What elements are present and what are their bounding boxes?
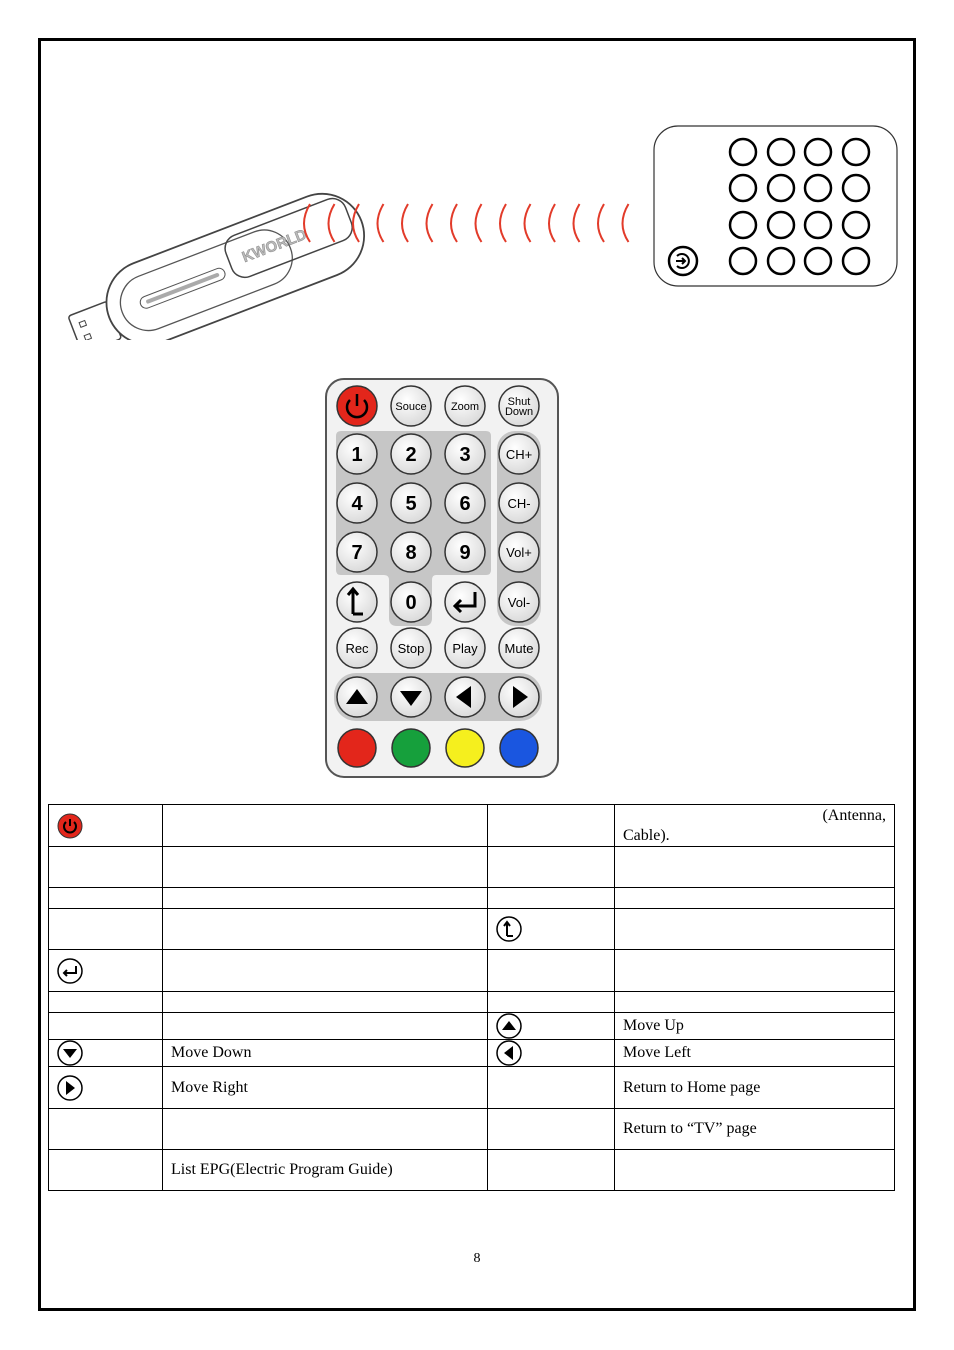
number-8-label: 8	[405, 542, 417, 564]
power-button[interactable]	[337, 386, 377, 426]
back-button[interactable]	[337, 582, 377, 622]
ir-signal-waves	[296, 196, 640, 252]
remote-control	[322, 376, 562, 780]
number-6-button[interactable]	[445, 483, 485, 523]
back-icon	[496, 916, 522, 942]
number-4-label: 4	[351, 493, 363, 515]
channel-down-button[interactable]	[499, 483, 539, 523]
signal-wave	[623, 204, 629, 242]
signal-wave	[500, 204, 506, 242]
signal-wave	[304, 204, 310, 242]
number-8-button[interactable]	[391, 532, 431, 572]
table-row	[49, 909, 895, 950]
up-arrow-button[interactable]	[337, 677, 377, 717]
number-7-label: 7	[351, 542, 363, 564]
receiver-panel	[652, 124, 900, 290]
number-6-label: 6	[459, 493, 471, 515]
right-icon-cell	[49, 1067, 163, 1109]
up-icon-cell	[488, 1013, 615, 1040]
signal-wave	[598, 204, 604, 242]
volume-down-button[interactable]	[499, 582, 539, 622]
back-icon-cell	[488, 909, 615, 950]
shutdown-button-label-2: Down	[504, 406, 534, 418]
number-3-button[interactable]	[445, 434, 485, 474]
move-left-text: Move Left	[615, 1040, 895, 1067]
right-arrow-button[interactable]	[499, 677, 539, 717]
number-9-label: 9	[459, 542, 471, 564]
stop-label: Stop	[397, 641, 425, 656]
source-button-label: Souce	[395, 401, 427, 413]
tv-text: Return to “TV” page	[615, 1109, 895, 1150]
table-row	[49, 888, 895, 909]
table-row	[49, 992, 895, 1013]
page-number: 8	[473, 1251, 481, 1266]
channel-down-label: CH-	[507, 496, 531, 511]
left-icon-cell	[488, 1040, 615, 1067]
signal-wave	[451, 204, 457, 242]
blue-color-button[interactable]	[500, 729, 538, 767]
table-cell	[163, 805, 488, 847]
signal-wave	[378, 204, 384, 242]
source-description-cell	[615, 805, 895, 847]
table-cell	[488, 805, 615, 847]
up-arrow-icon	[496, 1013, 522, 1039]
yellow-color-button[interactable]	[446, 729, 484, 767]
source-description-line-1: (Antenna,	[822, 806, 886, 824]
table-row	[49, 1013, 895, 1040]
signal-wave	[549, 204, 555, 242]
left-arrow-button[interactable]	[445, 677, 485, 717]
down-icon-cell	[49, 1040, 163, 1067]
signal-wave	[353, 204, 359, 242]
number-7-button[interactable]	[337, 532, 377, 572]
channel-up-label: CH+	[505, 447, 533, 462]
mute-label: Mute	[504, 641, 534, 656]
signal-wave	[476, 204, 482, 242]
table-row	[49, 1150, 895, 1191]
play-button[interactable]	[445, 628, 485, 668]
record-button[interactable]	[337, 628, 377, 668]
number-3-label: 3	[459, 444, 471, 466]
down-arrow-button[interactable]	[391, 677, 431, 717]
table-row	[49, 1109, 895, 1150]
left-arrow-icon	[496, 1040, 522, 1066]
power-icon	[57, 813, 83, 839]
source-description-line-2: Cable).	[623, 826, 670, 844]
green-color-button[interactable]	[392, 729, 430, 767]
number-5-label: 5	[405, 493, 417, 515]
move-right-text: Move Right	[163, 1067, 488, 1109]
volume-up-label: Vol+	[506, 545, 532, 560]
volume-up-button[interactable]	[499, 532, 539, 572]
power-icon-cell	[49, 805, 163, 847]
move-down-text: Move Down	[163, 1040, 488, 1067]
number-0-button[interactable]	[391, 582, 431, 622]
play-label: Play	[452, 641, 478, 656]
number-0-label: 0	[405, 592, 417, 614]
red-color-button[interactable]	[338, 729, 376, 767]
home-text: Return to Home page	[615, 1067, 895, 1109]
signal-wave	[427, 204, 433, 242]
number-1-button[interactable]	[337, 434, 377, 474]
key-function-table	[48, 804, 895, 1191]
enter-button[interactable]	[445, 582, 485, 622]
table-row	[49, 1067, 895, 1109]
enter-icon	[57, 958, 83, 984]
shutdown-button[interactable]	[499, 386, 539, 426]
number-4-button[interactable]	[337, 483, 377, 523]
signal-wave	[329, 204, 335, 242]
zoom-button-label: Zoom	[450, 401, 480, 413]
number-2-button[interactable]	[391, 434, 431, 474]
volume-down-label: Vol-	[507, 595, 531, 610]
shutdown-button-label-1: Shut	[507, 396, 531, 408]
move-up-text: Move Up	[615, 1013, 895, 1040]
number-9-button[interactable]	[445, 532, 485, 572]
channel-up-button[interactable]	[499, 434, 539, 474]
brand-logo: KWORLD	[239, 226, 309, 267]
signal-wave	[525, 204, 531, 242]
right-arrow-icon	[57, 1075, 83, 1101]
number-2-label: 2	[405, 444, 417, 466]
stop-button[interactable]	[391, 628, 431, 668]
epg-text: List EPG(Electric Program Guide)	[163, 1150, 488, 1191]
number-1-label: 1	[351, 444, 363, 466]
down-arrow-icon	[57, 1040, 83, 1066]
record-label: Rec	[345, 641, 369, 656]
number-5-button[interactable]	[391, 483, 431, 523]
table-row	[49, 805, 895, 847]
zoom-button[interactable]	[445, 386, 485, 426]
signal-wave	[402, 204, 408, 242]
signal-wave	[574, 204, 580, 242]
source-button[interactable]	[391, 386, 431, 426]
enter-icon-cell	[49, 950, 163, 992]
mute-button[interactable]	[499, 628, 539, 668]
table-row	[49, 950, 895, 992]
table-row	[49, 1040, 895, 1067]
table-row	[49, 847, 895, 888]
